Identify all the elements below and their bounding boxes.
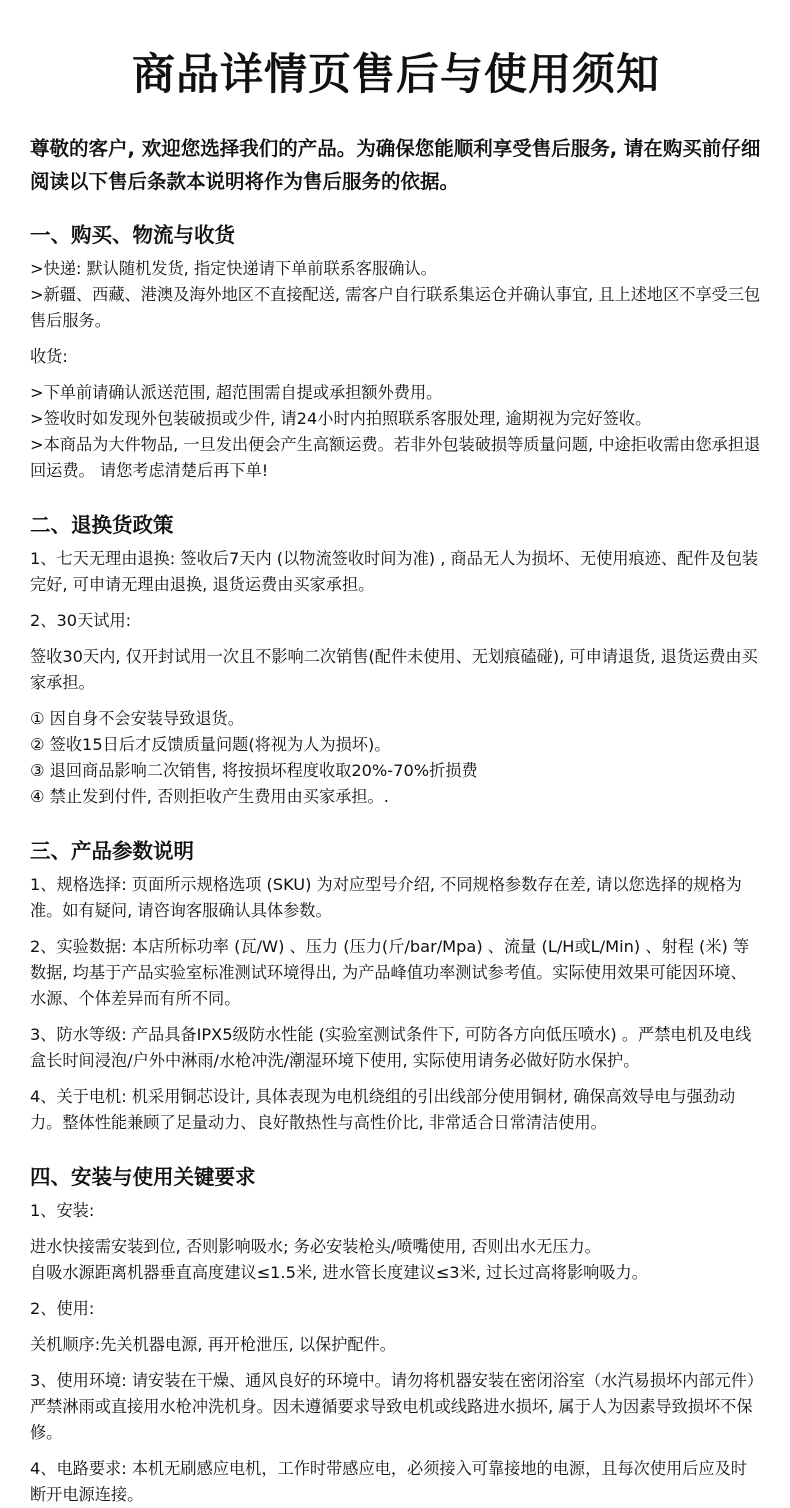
- section-paragraph: [30, 344, 762, 370]
- section-paragraph: [30, 706, 762, 810]
- paragraph-line: 2、实验数据: 本店所标功率 (瓦/W) 、压力 (压力(斤/bar/Mpa) 、流量 (L/H或L/Min) 、射程 (米) 等数据, 均基于产品实验室标准测试环境得出, 为产品峰值功率测试参考值。实际使用效果可能因环境、水源、个体差异而有所不同。: [30, 937, 750, 1008]
- section-paragraph: [30, 1332, 762, 1358]
- paragraph-line: 2、使用:: [30, 1299, 95, 1318]
- section-paragraph: [30, 1368, 762, 1446]
- section-paragraph: [30, 1296, 762, 1322]
- paragraph-line: 收货:: [30, 347, 68, 366]
- paragraph-line: 2、30天试用:: [30, 611, 132, 630]
- section-paragraph: [30, 546, 762, 598]
- page-title: 商品详情页售后与使用须知: [132, 50, 660, 100]
- paragraph-line: 1、规格选择: 页面所示规格选项 (SKU) 为对应型号介绍, 不同规格参数存在差, 请以您选择的规格为准。如有疑问, 请咨询客服确认具体参数。: [30, 875, 742, 920]
- section-paragraph: [30, 608, 762, 634]
- paragraph-line: 1、安装:: [30, 1201, 95, 1220]
- intro-paragraph: 尊敬的客户, 欢迎您选择我们的产品。为确保您能顺利享受售后服务, 请在购买前仔细阅读以下售后条款本说明将作为售后服务的依据。: [30, 137, 761, 193]
- paragraph-line: >快递: 默认随机发货, 指定快递请下单前联系客服确认。: [30, 259, 437, 278]
- paragraph-line: 关机顺序:先关机器电源, 再开枪泄压, 以保护配件。: [30, 1335, 396, 1354]
- section-paragraph: [30, 1022, 762, 1074]
- paragraph-line: 3、使用环境: 请安装在干燥、通风良好的环境中。请勿将机器安装在密闭浴室（水汽易损坏内部元件）严禁淋雨或直接用水枪冲洗机身。因未遵循要求导致电机或线路进水损坏, 属于人为因素导致损坏不保修。: [30, 1371, 756, 1442]
- section-paragraph: [30, 1234, 762, 1286]
- paragraph-line: >下单前请确认派送范围, 超范围需自提或承担额外费用。: [30, 383, 443, 402]
- paragraph-line: ④ 禁止发到付件, 否则拒收产生费用由买家承担。.: [30, 787, 389, 806]
- section-heading: 一、购买、物流与收货: [30, 223, 235, 247]
- section-heading: 四、安装与使用关键要求: [30, 1165, 256, 1189]
- paragraph-line: 1、七天无理由退换: 签收后7天内 (以物流签收时间为准) , 商品无人为损坏、无使用痕迹、配件及包装完好, 可申请无理由退换, 退货运费由买家承担。: [30, 549, 759, 594]
- paragraph-line: 签收30天内, 仅开封试用一次且不影响二次销售(配件未使用、无划痕磕碰), 可申请退货, 退货运费由买家承担。: [30, 647, 758, 692]
- sections-container: [30, 220, 762, 1508]
- paragraph-line: 4、电路要求: 本机无刷感应电机，工作时带感应电，必须接入可靠接地的电源，且每次使用后应及时断开电源连接。: [30, 1459, 747, 1504]
- section-paragraph: [30, 1084, 762, 1136]
- paragraph-line: 3、防水等级: 产品具备IPX5级防水性能 (实验室测试条件下, 可防各方向低压喷水) 。严禁电机及电线盒长时间浸泡/户外中淋雨/水枪冲洗/潮湿环境下使用, 实际使用请务必做好防水保护。: [30, 1025, 752, 1070]
- section-paragraph: [30, 380, 762, 484]
- paragraph-line: >本商品为大件物品, 一旦发出便会产生高额运费。若非外包装破损等质量问题, 中途拒收需由您承担退回运费。 请您考虑清楚后再下单!: [30, 435, 761, 480]
- section-paragraph: [30, 1198, 762, 1224]
- section-paragraph: [30, 256, 762, 334]
- paragraph-line: 进水快接需安装到位, 否则影响吸水; 务必安装枪头/喷嘴使用, 否则出水无压力。: [30, 1237, 601, 1256]
- paragraph-line: ① 因自身不会安装导致退货。: [30, 709, 244, 728]
- paragraph-line: 4、关于电机: 机采用铜芯设计, 具体表现为电机绕组的引出线部分使用铜材, 确保高效导电与强劲动力。整体性能兼顾了足量动力、良好散热性与高性价比, 非常适合日常清洁使用。: [30, 1087, 736, 1132]
- paragraph-line: 自吸水源距离机器垂直高度建议≤1.5米, 进水管长度建议≤3米, 过长过高将影响吸力。: [30, 1263, 648, 1282]
- section-heading: 三、产品参数说明: [30, 839, 194, 863]
- paragraph-line: >新疆、西藏、港澳及海外地区不直接配送, 需客户自行联系集运仓并确认事宜, 且上述地区不享受三包售后服务。: [30, 285, 761, 330]
- paragraph-line: >签收时如发现外包装破损或少件, 请24小时内拍照联系客服处理, 逾期视为完好签收。: [30, 409, 652, 428]
- section-paragraph: [30, 872, 762, 924]
- section-paragraph: [30, 1456, 762, 1508]
- paragraph-line: ② 签收15日后才反馈质量问题(将视为人为损坏)。: [30, 735, 391, 754]
- section-paragraph: [30, 934, 762, 1012]
- section-heading: 二、退换货政策: [30, 513, 174, 537]
- paragraph-line: ③ 退回商品影响二次销售, 将按损坏程度收取20%-70%折损费: [30, 761, 478, 780]
- section-paragraph: [30, 644, 762, 696]
